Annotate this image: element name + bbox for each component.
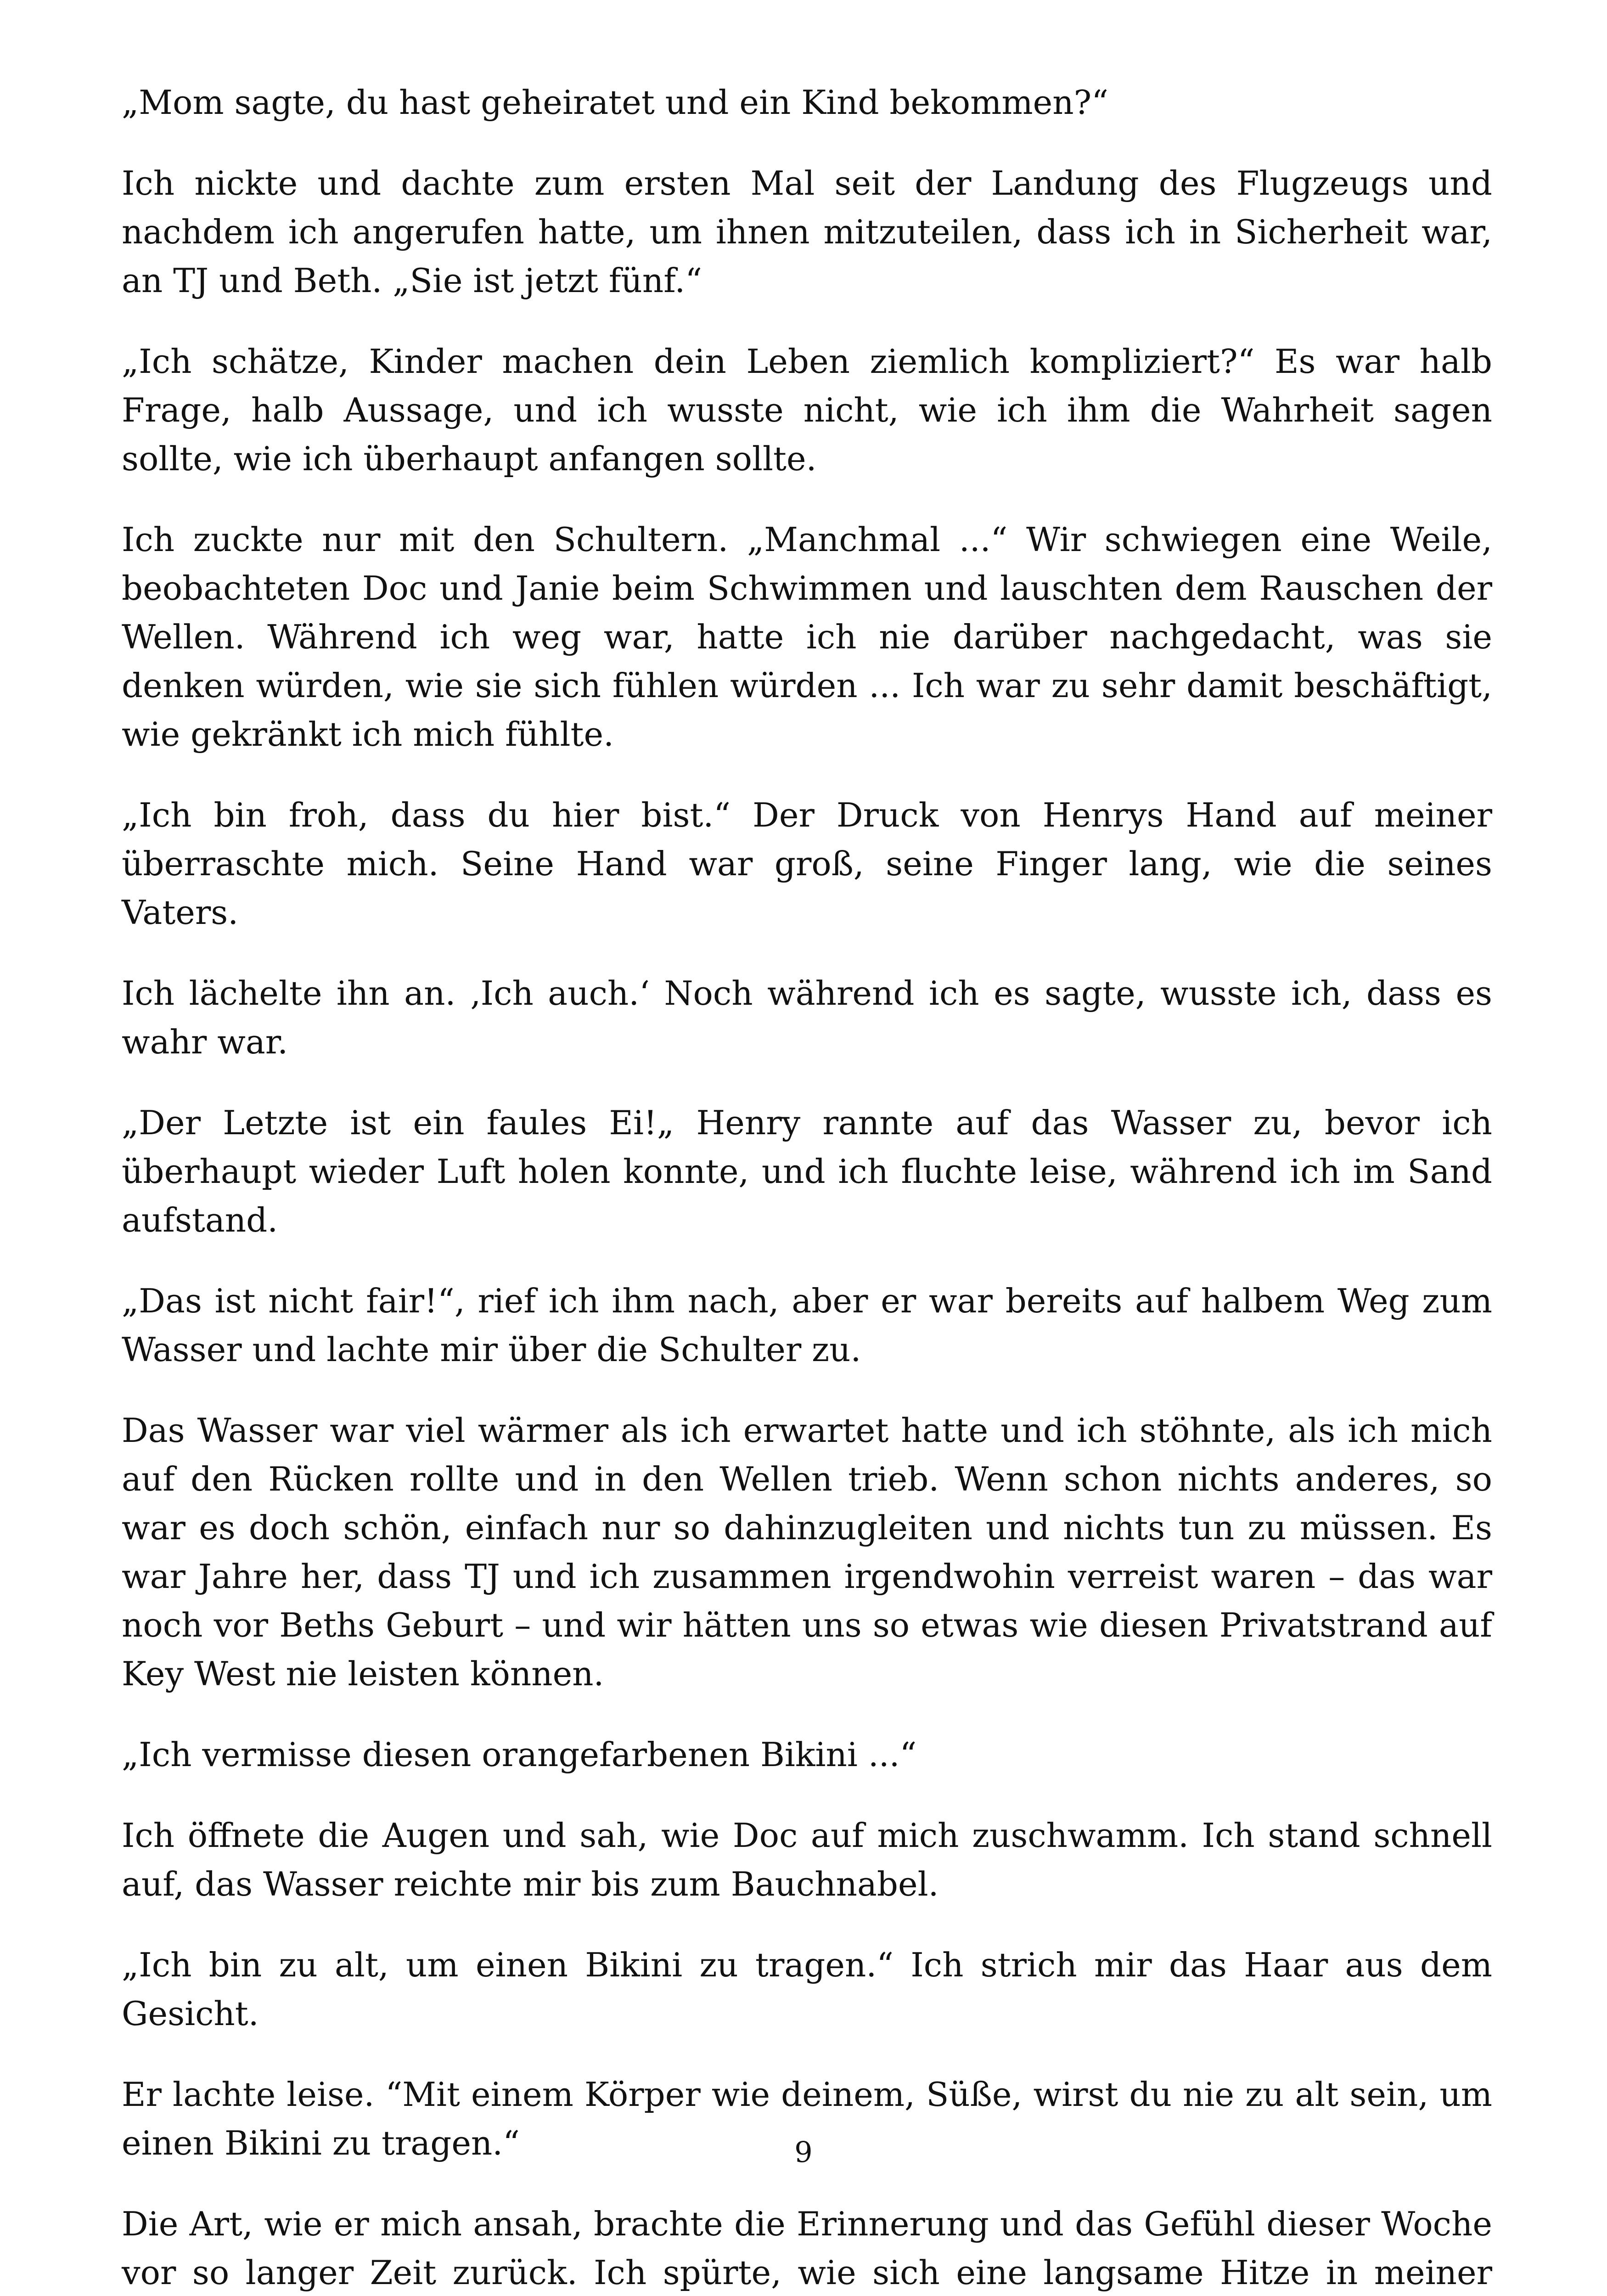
paragraph: „Ich bin zu alt, um einen Bikini zu tragen.“ Ich strich mir das Haar aus dem Gesicht. <box>122 1946 1492 2033</box>
page-number: 9 <box>794 2135 813 2169</box>
paragraph: „Ich bin froh, dass du hier bist.“ Der Druck von Henrys Hand auf meiner überraschte mich. Seine Hand war groß, seine Finger lang, wie die seines Vaters. <box>122 796 1492 932</box>
paragraph: Die Art, wie er mich ansah, brachte die Erinnerung und das Gefühl dieser Woche vor so langer Zeit zurück. Ich spürte, wie sich eine langsame Hitze in meiner <box>122 2205 1492 2292</box>
paragraph: Ich öffnete die Augen und sah, wie Doc auf mich zuschwamm. Ich stand schnell auf, das Wasser reichte mir bis zum Bauchnabel. <box>122 1816 1492 1903</box>
paragraph: „Das ist nicht fair!“, rief ich ihm nach, aber er war bereits auf halbem Weg zum Wasser und lachte mir über die Schulter zu. <box>122 1282 1492 1369</box>
page-body <box>122 78 1492 2296</box>
paragraph: „Mom sagte, du hast geheiratet und ein Kind bekommen?“ <box>122 83 1109 122</box>
paragraph: Ich nickte und dachte zum ersten Mal seit der Landung des Flugzeugs und nachdem ich angerufen hatte, um ihnen mitzuteilen, dass ich in Sicherheit war, an TJ und Beth. „Sie ist jetzt fünf.“ <box>122 164 1492 300</box>
paragraph: Ich lächelte ihn an. ‚Ich auch.‘ Noch während ich es sagte, wusste ich, dass es wahr war. <box>122 974 1492 1061</box>
paragraph: „Der Letzte ist ein faules Ei!„ Henry rannte auf das Wasser zu, bevor ich überhaupt wieder Luft holen konnte, und ich fluchte leise, während ich im Sand aufstand. <box>122 1103 1492 1239</box>
paragraph: Das Wasser war viel wärmer als ich erwartet hatte und ich stöhnte, als ich mich auf den Rücken rollte und in den Wellen trieb. Wenn schon nichts anderes, so war es doch schön, einfach nur so dahinzugleiten und nichts tun zu müssen. Es war Jahre her, dass TJ und ich zusammen irgendwohin verreist waren – das war noch vor Beths Geburt – und wir hätten uns so etwas wie diesen Privatstrand auf Key West nie leisten können. <box>122 1411 1492 1693</box>
paragraph: Er lachte leise. “Mit einem Körper wie deinem, Süße, wirst du nie zu alt sein, um einen Bikini zu tragen.“ <box>122 2075 1492 2162</box>
paragraph: „Ich vermisse diesen orangefarbenen Bikini ...“ <box>122 1735 917 1774</box>
paragraph: Ich zuckte nur mit den Schultern. „Manchmal ...“ Wir schwiegen eine Weile, beobachteten Doc und Janie beim Schwimmen und lauschten dem Rauschen der Wellen. Während ich weg war, hatte ich nie darüber nachgedacht, was sie denken würden, wie sie sich fühlen würden ... Ich war zu sehr damit beschäftigt, wie gekränkt ich mich fühlte. <box>122 520 1492 754</box>
paragraph: „Ich schätze, Kinder machen dein Leben ziemlich kompliziert?“ Es war halb Frage, halb Aussage, und ich wusste nicht, wie ich ihm die Wahrheit sagen sollte, wie ich überhaupt anfangen sollte. <box>122 342 1492 478</box>
